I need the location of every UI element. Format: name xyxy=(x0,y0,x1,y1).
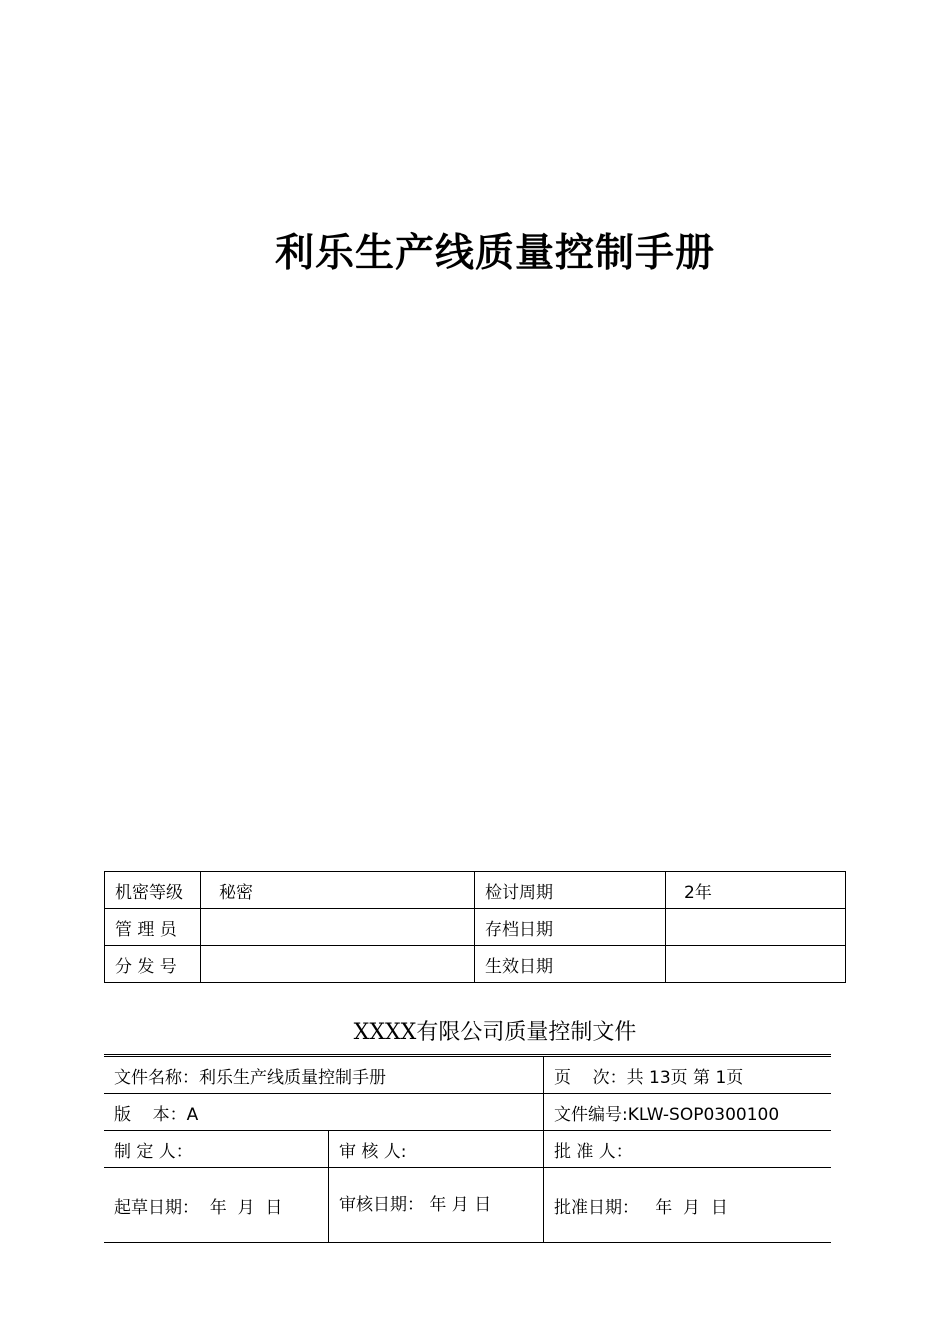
draft-date-cell: 起草日期： 年 月 日 xyxy=(104,1168,329,1243)
file-name-cell: 文件名称：利乐生产线质量控制手册 xyxy=(104,1056,544,1094)
admin-label: 管 理 员 xyxy=(105,909,201,946)
version-cell: 版 本：A xyxy=(104,1094,544,1131)
table-row xyxy=(104,1094,831,1131)
review-cycle-label: 检讨周期 xyxy=(475,872,666,909)
table-row xyxy=(104,1131,831,1168)
approve-date-cell: 批准日期： 年 月 日 xyxy=(544,1168,832,1243)
table-row xyxy=(104,1168,831,1243)
document-control-table xyxy=(104,1054,831,1243)
reviewer-cell: 审 核 人: xyxy=(329,1131,544,1168)
table-row xyxy=(104,1056,831,1094)
review-cycle-value: 2年 xyxy=(666,872,846,909)
table-row xyxy=(105,946,846,983)
pages-cell: 页 次：共 13页 第 1页 xyxy=(544,1056,832,1094)
review-date-cell: 审核日期： 年 月 日 xyxy=(329,1168,544,1243)
table-row xyxy=(105,872,846,909)
distribution-value xyxy=(201,946,475,983)
admin-value xyxy=(201,909,475,946)
effective-date-value xyxy=(666,946,846,983)
document-title: 利乐生产线质量控制手册 xyxy=(274,231,715,276)
archive-date-label: 存档日期 xyxy=(475,909,666,946)
distribution-label: 分 发 号 xyxy=(105,946,201,983)
file-number-cell: 文件编号:KLW-SOP0300100 xyxy=(544,1094,832,1131)
security-label: 机密等级 xyxy=(105,872,201,909)
classification-table xyxy=(104,871,846,983)
approver-cell: 批 准 人： xyxy=(544,1131,832,1168)
company-heading: XXXX有限公司质量控制文件 xyxy=(353,1020,637,1045)
drafter-cell: 制 定 人： xyxy=(104,1131,329,1168)
effective-date-label: 生效日期 xyxy=(475,946,666,983)
archive-date-value xyxy=(666,909,846,946)
security-value: 秘密 xyxy=(201,872,475,909)
table-row xyxy=(105,909,846,946)
